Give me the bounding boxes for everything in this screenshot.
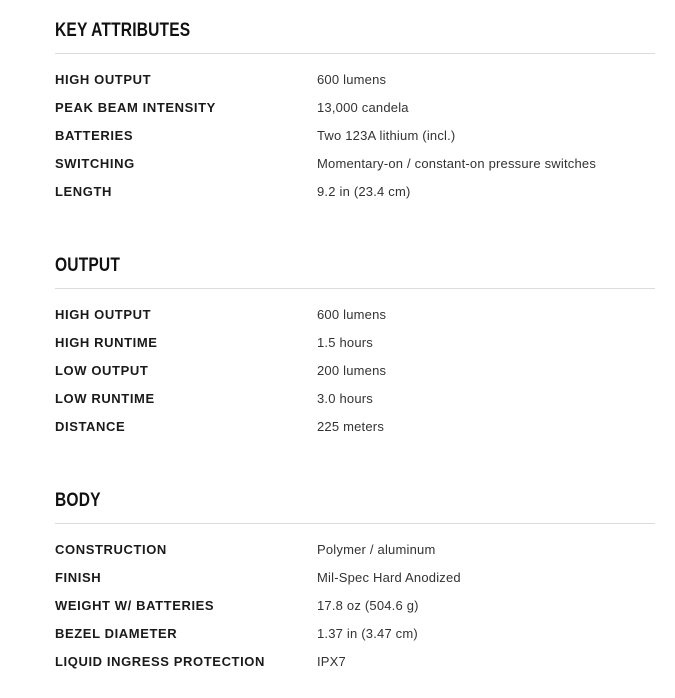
spec-label: WEIGHT W/ BATTERIES: [55, 597, 215, 613]
section-title: BODY: [55, 490, 101, 511]
spec-list: [55, 65, 655, 205]
spec-row: [55, 93, 655, 121]
spec-row: [55, 647, 655, 675]
spec-label: BATTERIES: [55, 127, 134, 143]
spec-value: 600 lumens: [317, 306, 387, 322]
spec-row: [55, 563, 655, 591]
spec-label: LENGTH: [55, 183, 113, 199]
spec-label: PEAK BEAM INTENSITY: [55, 99, 216, 115]
spec-label: HIGH OUTPUT: [55, 306, 152, 322]
section-title: KEY ATTRIBUTES: [55, 20, 191, 41]
section-title: OUTPUT: [55, 255, 121, 276]
section-divider: [55, 288, 655, 289]
spec-label: LOW OUTPUT: [55, 362, 149, 378]
section-divider: [55, 523, 655, 524]
spec-value: IPX7: [317, 653, 346, 669]
spec-value: Mil-Spec Hard Anodized: [317, 569, 461, 585]
section-divider: [55, 53, 655, 54]
spec-list: [55, 300, 655, 440]
spec-label: BEZEL DIAMETER: [55, 625, 178, 641]
spec-label: HIGH RUNTIME: [55, 334, 158, 350]
spec-row: [55, 591, 655, 619]
spec-label: DISTANCE: [55, 418, 126, 434]
spec-label: CONSTRUCTION: [55, 541, 167, 557]
spec-value: Two 123A lithium (incl.): [317, 127, 456, 143]
spec-value: 600 lumens: [317, 71, 387, 87]
spec-value: 3.0 hours: [317, 390, 374, 406]
section-output: [55, 254, 655, 440]
spec-value: 17.8 oz (504.6 g): [317, 597, 419, 613]
spec-row: [55, 412, 655, 440]
spec-row: [55, 356, 655, 384]
spec-row: [55, 328, 655, 356]
spec-value: 13,000 candela: [317, 99, 409, 115]
spec-value: Polymer / aluminum: [317, 541, 436, 557]
spec-label: LOW RUNTIME: [55, 390, 155, 406]
spec-value: 200 lumens: [317, 362, 387, 378]
spec-row: [55, 619, 655, 647]
spec-label: HIGH OUTPUT: [55, 71, 152, 87]
section-body: [55, 489, 655, 675]
spec-row: [55, 300, 655, 328]
spec-value: Momentary-on / constant-on pressure switches: [317, 155, 597, 171]
spec-label: SWITCHING: [55, 155, 135, 171]
spec-value: 225 meters: [317, 418, 385, 434]
spec-row: [55, 149, 655, 177]
spec-value: 1.5 hours: [317, 334, 374, 350]
spec-row: [55, 384, 655, 412]
section-key-attributes: [55, 19, 655, 205]
spec-row: [55, 65, 655, 93]
spec-row: [55, 177, 655, 205]
spec-label: LIQUID INGRESS PROTECTION: [55, 653, 266, 669]
spec-value: 1.37 in (3.47 cm): [317, 625, 418, 641]
spec-row: [55, 535, 655, 563]
spec-row: [55, 121, 655, 149]
spec-list: [55, 535, 655, 675]
spec-label: FINISH: [55, 569, 102, 585]
spec-value: 9.2 in (23.4 cm): [317, 183, 411, 199]
